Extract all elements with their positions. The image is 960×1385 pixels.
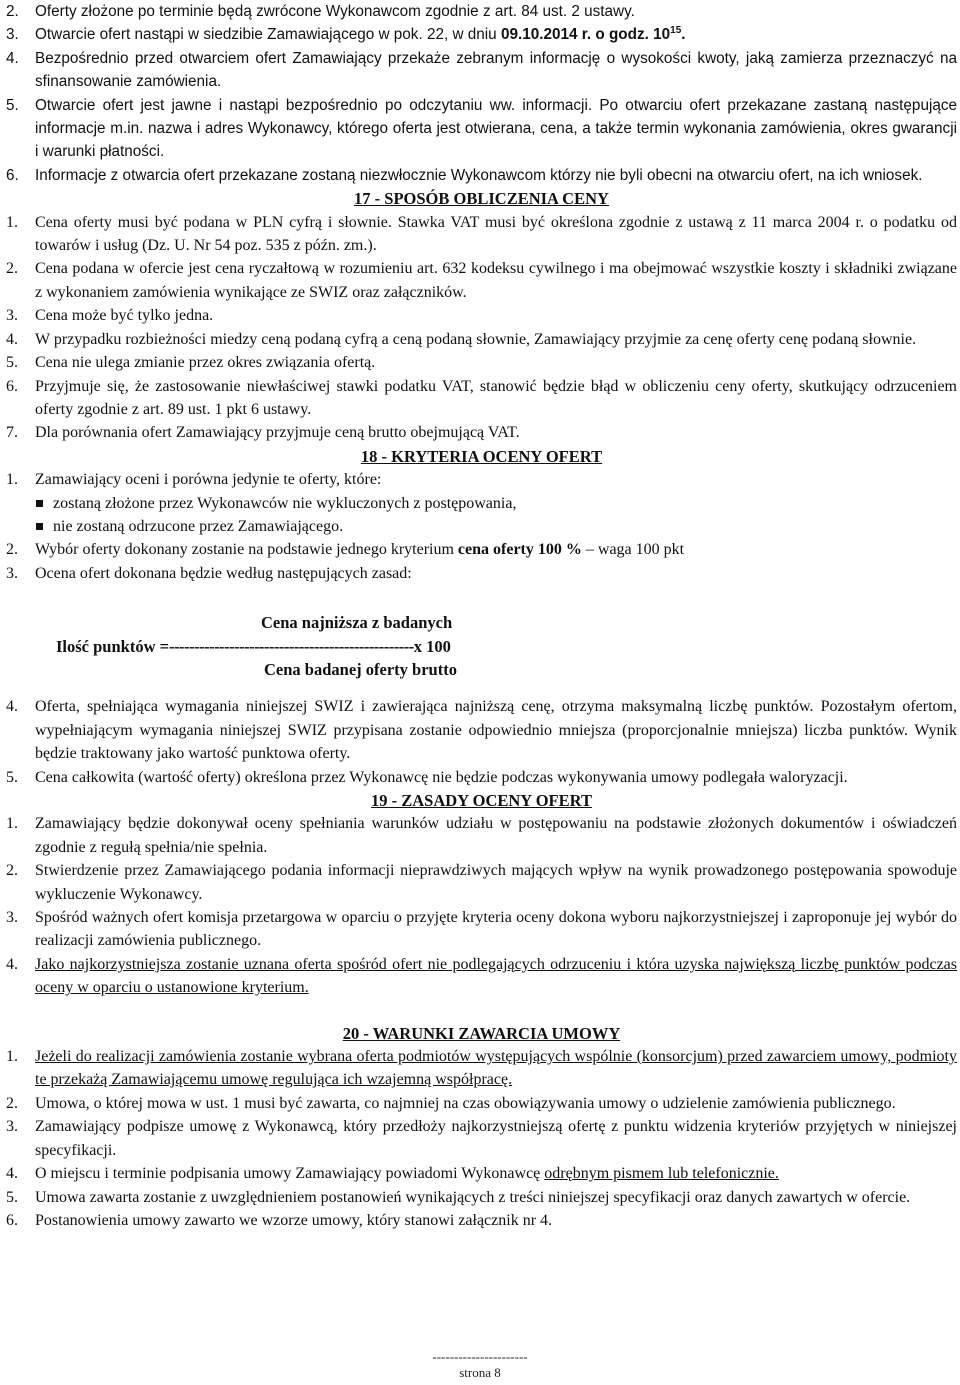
top-items: [6, 0, 957, 187]
list-item: [6, 1162, 957, 1185]
item-number: 7.: [6, 424, 18, 442]
item-text: [35, 538, 957, 561]
item-text: Oferty złożone po terminie będą zwrócone Wykonawcom zgodnie z art. 84 ust. 2 ustawy.: [35, 3, 635, 20]
item-number: 4.: [6, 955, 18, 973]
item-text: Dla porównania ofert Zamawiający przyjmuje ceną brutto obejmującą VAT.: [35, 424, 520, 442]
item-text: Cena całkowita (wartość oferty) określona przez Wykonawcę nie będzie podczas wykonywania umowy podlegała waloryzacji.: [35, 768, 848, 786]
item-text: Ocena ofert dokonana będzie według następujących zasad:: [35, 564, 412, 582]
section-18-heading: [6, 445, 957, 468]
item-number: 2.: [6, 1094, 18, 1112]
item-number: 6.: [6, 166, 19, 184]
item-text-underlined: odrębnym pismem lub telefonicznie.: [544, 1165, 779, 1183]
list-item: [6, 562, 957, 585]
item-number: 3.: [6, 909, 18, 927]
list-item: [6, 211, 957, 258]
item-text: Oferta, spełniająca wymagania niniejszej SWIZ i zawierająca najniższą cenę, otrzyma maksymalną liczbę punktów. Pozostałym ofertom, wypełniającym wymagania niniejszej SWIZ przypisana zostanie odpowiednio mniejsza (proporcjonalnie mniejsza) liczba punktów. Wynik będzie traktowany jako wartość punktowa oferty.: [35, 698, 957, 763]
item-text-part: O miejscu i terminie podpisania umowy Zamawiający powiadomi Wykonawcę: [35, 1165, 545, 1183]
item-text-part: Otwarcie ofert jest jawne i nastąpi bezpośrednio po odczytaniu ww. informacji.: [35, 96, 593, 114]
list-item: [6, 257, 957, 304]
item-text: Cena nie ulega zmianie przez okres związania ofertą.: [35, 354, 376, 372]
list-item: [6, 1186, 957, 1209]
item-text: Zamawiający będzie dokonywał oceny spełniania warunków udziału w postępowaniu na podstawie złożonych dokumentów i oświadczeń zgodnie z regułą spełnia/nie spełnia.: [35, 815, 957, 856]
item-text-part: Wybór oferty dokonany zostanie na podstawie jednego kryterium: [35, 541, 458, 559]
formula-denominator: Cena badanej oferty brutto: [264, 659, 457, 679]
section-heading-text: 19 - ZASADY OCENY OFERT: [371, 791, 592, 810]
item-number: 4.: [6, 698, 18, 716]
item-text: Zamawiający podpisze umowę z Wykonawcą, który przedłoży najkorzystniejszą ofertę z punktu widzenia kryteriów przyjętych w niniejszej specyfikacji.: [35, 1118, 957, 1159]
item-text: Spośród ważnych ofert komisja przetargowa w oparciu o przyjęte kryteria oceny dokona wyboru najkorzystniejszej i zaproponuje jej wybór do realizacji zamówienia publicznego.: [35, 909, 957, 950]
item-number: 4.: [6, 49, 19, 67]
item-number: 6.: [6, 377, 18, 395]
item-text: Cena oferty musi być podana w PLN cyfrą i słownie. Stawka VAT musi być określona zgodnie z ustawą z 11 marca 2004 r. o podatku od towarów i usług (Dz. U. Nr 54 poz. 535 z późn. zm.).: [35, 213, 957, 255]
item-text-part: .: [681, 26, 686, 44]
section-20-heading: [6, 1022, 957, 1045]
item-number: 5.: [6, 96, 19, 114]
item-number: 3.: [6, 307, 18, 325]
page-number: strona 8: [459, 1365, 501, 1380]
item-text: Bezpośrednio przed otwarciem ofert Zamawiający przekaże zebranym informację o wysokości kwoty, jaką zamierza przeznaczyć na sfinansowanie zamówienia.: [35, 49, 957, 91]
item-text: Stwierdzenie przez Zamawiającego podania informacji nieprawdziwych mających wpływ na wynik prowadzonego postępowania spowoduje wykluczenie Wykonawcy.: [35, 862, 957, 903]
list-item: [6, 421, 957, 444]
item-text: Przyjmuje się, że zastosowanie niewłaściwej stawki podatku VAT, stanowić będzie błąd w obliczeniu ceny oferty, skutkujący odrzuceniem oferty zgodnie z art. 89 ust. 1 pkt 6 ustawy.: [35, 377, 957, 418]
formula-numerator: Cena najniższa z badanych: [261, 613, 453, 633]
list-item: [6, 906, 957, 953]
section-17-list: [6, 211, 957, 445]
footer-rule: ----------------------: [432, 1349, 528, 1364]
bullet-text: zostaną złożone przez Wykonawców nie wykluczonych z postępowania,: [53, 494, 517, 512]
time-superscript: 15: [670, 25, 682, 37]
list-item: [6, 1209, 957, 1232]
item-number: 5.: [6, 768, 18, 786]
list-item: [6, 47, 957, 94]
square-bullet-icon: [35, 492, 53, 515]
item-number: 3.: [6, 26, 19, 44]
item-number: 3.: [6, 1118, 18, 1136]
item-number: 2.: [6, 3, 19, 20]
criterion-bold: cena oferty 100 %: [457, 541, 582, 559]
section-19-heading: [6, 789, 957, 812]
date-time-bold: 09.10.2014 r. o godz. 10: [500, 26, 671, 44]
points-formula: [6, 611, 957, 681]
section-heading-text: 17 - SPOSÓB OBLICZENIA CENY: [354, 189, 609, 209]
list-item: [6, 375, 957, 422]
list-item: [6, 468, 957, 491]
item-text: Umowa zawarta zostanie z uwzględnieniem postanowień wynikających z treści niniejszej specyfikacji oraz danych zawartych w ofercie.: [35, 1188, 911, 1206]
list-item: [6, 1045, 957, 1092]
list-item: [6, 0, 957, 23]
item-number: 6.: [6, 1211, 18, 1229]
item-text: Postanowienia umowy zawarto we wzorze umowy, który stanowi załącznik nr 4.: [35, 1211, 553, 1229]
section-heading-text: 20 - WARUNKI ZAWARCIA UMOWY: [342, 1023, 621, 1043]
item-text-underlined: Jeżeli do realizacji zamówienia zostanie wybrana oferta podmiotów występujących wspólnie (konsorcjum) przed zawarciem umowy, podmioty te przekażą Zamawiającemu umowę regulująca ich wzajemną współpracę.: [35, 1048, 957, 1089]
list-item: [6, 328, 957, 351]
list-item: [6, 766, 957, 789]
formula-multiplier: x 100: [413, 636, 451, 656]
formula-label: Ilość punktów =: [56, 636, 170, 656]
item-text-underlined: Jako najkorzystniejsza zostanie uznana oferta spośród ofert nie podlegających odrzuceniu i która uzyska największą liczbę punktów podczas oceny w oparciu o ustanowione kryterium.: [35, 955, 957, 997]
item-text: Cena może być tylko jedna.: [35, 307, 214, 325]
criteria-bullet-list: [6, 492, 957, 539]
list-item: [6, 164, 957, 187]
bullet-text: nie zostaną odrzucone przez Zamawiającego.: [53, 517, 344, 535]
list-item: [6, 94, 957, 164]
item-text: W przypadku rozbieżności miedzy ceną podaną cyfrą a ceną podaną słownie, Zamawiający przyjmie za cenę oferty cenę podaną słownie.: [35, 330, 917, 348]
page-footer: [0, 1350, 960, 1382]
item-text-part: – waga 100 pkt: [581, 541, 685, 559]
square-bullet-icon: [35, 515, 53, 538]
list-item: [6, 953, 957, 1000]
item-number: 5.: [6, 354, 18, 372]
item-number: 2.: [6, 260, 18, 278]
list-item: [6, 859, 957, 906]
formula-fraction-bar: -------------------------------------------------: [169, 636, 414, 656]
item-number: 1.: [6, 213, 18, 231]
item-text: [35, 94, 957, 164]
list-item: [6, 812, 957, 859]
item-number: 5.: [6, 1188, 18, 1206]
bullet-item: [35, 492, 957, 515]
item-number: 4.: [6, 1165, 18, 1183]
item-text: Umowa, o której mowa w ust. 1 musi być zawarta, co najmniej na czas obowiązywania umowy o udzielenie zamówienia publicznego.: [35, 1094, 896, 1112]
list-item: [6, 304, 957, 327]
list-item: [6, 351, 957, 374]
item-number: 2.: [6, 541, 18, 559]
item-number: 1.: [6, 1048, 18, 1066]
list-item: [6, 538, 957, 561]
list-item: [6, 1092, 957, 1115]
item-number: 3.: [6, 564, 18, 582]
item-text: Informacje z otwarcia ofert przekazane zostaną niezwłocznie Wykonawcom którzy nie byli obecni na otwarciu ofert, na ich wniosek.: [35, 166, 923, 184]
item-text-part: Po otwarciu ofert przekazane zastaną następujące informacje m.in. nazwa i adres Wykonawcy, którego oferta jest otwierana, cena, a także termin wykonania zamówienia, okres gwarancji i warunki płatności.: [35, 96, 958, 161]
item-text: Cena podana w ofercie jest cena ryczałtową w rozumieniu art. 632 kodeksu cywilnego i ma obejmować wszystkie koszty i składniki związane z wykonaniem zamówienia wynikające ze SWIZ oraz załączników.: [35, 260, 957, 301]
item-number: 4.: [6, 330, 18, 348]
bullet-item: [35, 515, 957, 538]
item-text: Zamawiający oceni i porówna jedynie te oferty, które:: [35, 471, 382, 489]
item-text-part: Otwarcie ofert nastąpi w siedzibie Zamawiającego w pok. 22, w dniu: [35, 26, 501, 44]
section-17-heading: [6, 187, 957, 210]
item-text: [35, 23, 957, 46]
item-number: 2.: [6, 862, 18, 880]
item-text: [35, 1162, 957, 1185]
list-item: [6, 23, 957, 46]
list-item: [6, 1115, 957, 1162]
section-heading-text: 18 - KRYTERIA OCENY OFERT: [360, 446, 603, 466]
item-number: 1.: [6, 471, 18, 489]
list-item: [6, 695, 957, 765]
item-number: 1.: [6, 815, 18, 833]
